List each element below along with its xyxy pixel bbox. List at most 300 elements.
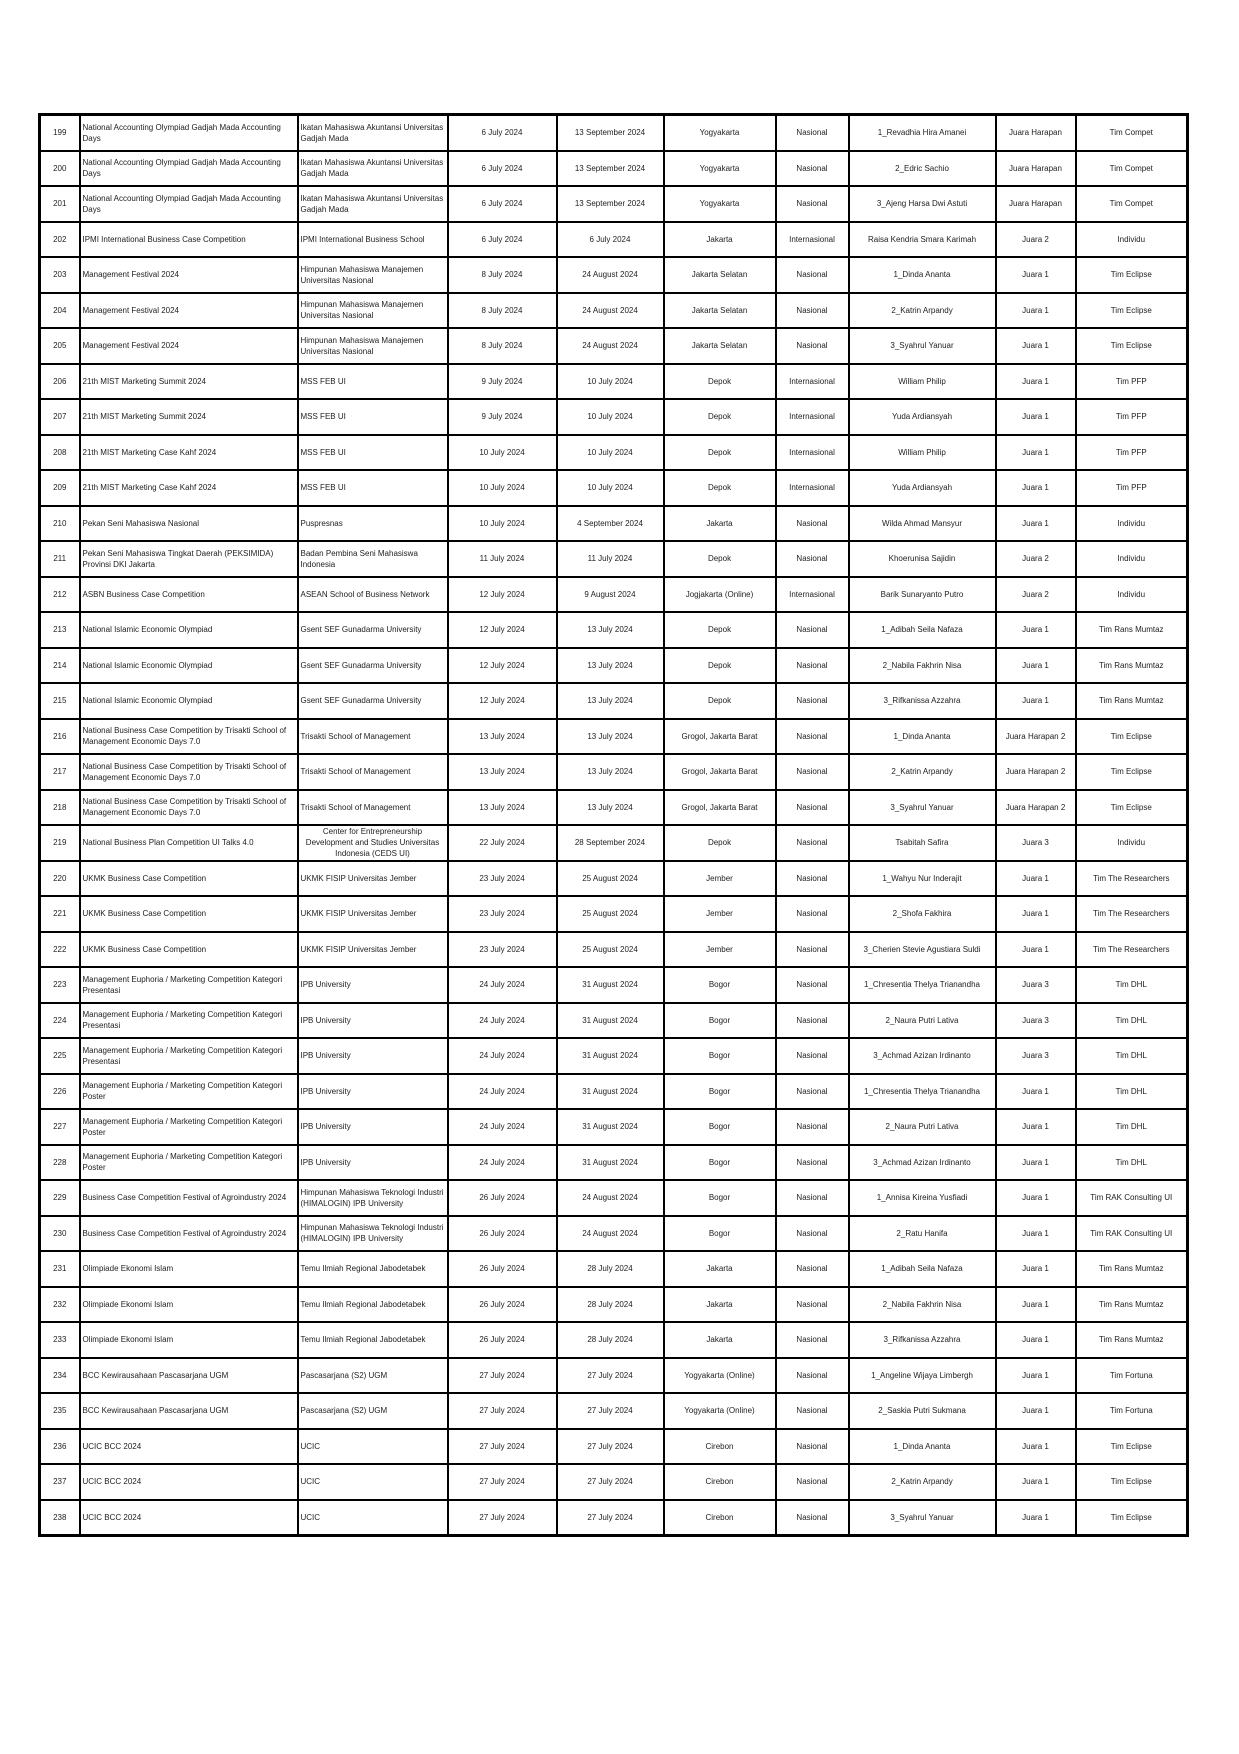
- cell-team: Tim DHL: [1076, 1038, 1188, 1074]
- cell-end-date: 27 July 2024: [557, 1464, 664, 1500]
- cell-end-date: 25 August 2024: [557, 896, 664, 932]
- cell-team: Tim The Researchers: [1076, 932, 1188, 968]
- cell-event-name: National Business Case Competition by Trisakti School of Management Economic Days 7.0: [80, 754, 298, 790]
- cell-team: Tim DHL: [1076, 1003, 1188, 1039]
- cell-start-date: 6 July 2024: [448, 222, 557, 258]
- cell-start-date: 12 July 2024: [448, 612, 557, 648]
- cell-event-name: UCIC BCC 2024: [80, 1500, 298, 1536]
- cell-level: Nasional: [776, 1358, 849, 1394]
- cell-end-date: 27 July 2024: [557, 1393, 664, 1429]
- cell-team: Individu: [1076, 506, 1188, 542]
- cell-participant-name: 2_Ratu Hanifa: [849, 1216, 996, 1252]
- cell-row-number: 203: [40, 257, 80, 293]
- cell-rank: Juara 3: [996, 1038, 1076, 1074]
- cell-organizer: Gsent SEF Gunadarma University: [298, 648, 448, 684]
- cell-row-number: 231: [40, 1251, 80, 1287]
- cell-team: Tim The Researchers: [1076, 861, 1188, 897]
- cell-event-name: National Business Case Competition by Trisakti School of Management Economic Days 7.0: [80, 790, 298, 826]
- cell-team: Tim Eclipse: [1076, 1500, 1188, 1536]
- cell-level: Nasional: [776, 790, 849, 826]
- cell-level: Nasional: [776, 1038, 849, 1074]
- cell-team: Tim RAK Consulting UI: [1076, 1180, 1188, 1216]
- cell-row-number: 206: [40, 364, 80, 400]
- cell-rank: Juara 1: [996, 1180, 1076, 1216]
- table-row: [40, 1180, 1188, 1216]
- cell-participant-name: 1_Chresentia Thelya Trianandha: [849, 967, 996, 1003]
- cell-start-date: 24 July 2024: [448, 1074, 557, 1110]
- cell-participant-name: Yuda Ardiansyah: [849, 399, 996, 435]
- cell-start-date: 8 July 2024: [448, 257, 557, 293]
- cell-level: Nasional: [776, 1251, 849, 1287]
- table-row: [40, 1251, 1188, 1287]
- cell-location: Bogor: [664, 1038, 776, 1074]
- cell-start-date: 6 July 2024: [448, 186, 557, 222]
- cell-rank: Juara 1: [996, 1074, 1076, 1110]
- cell-event-name: 21th MIST Marketing Summit 2024: [80, 364, 298, 400]
- cell-team: Tim Rans Mumtaz: [1076, 1287, 1188, 1323]
- cell-organizer: Trisakti School of Management: [298, 754, 448, 790]
- table-row: [40, 470, 1188, 506]
- cell-rank: Juara 1: [996, 1251, 1076, 1287]
- cell-participant-name: 3_Syahrul Yanuar: [849, 328, 996, 364]
- cell-end-date: 13 July 2024: [557, 612, 664, 648]
- cell-event-name: National Accounting Olympiad Gadjah Mada Accounting Days: [80, 151, 298, 187]
- cell-event-name: Olimpiade Ekonomi Islam: [80, 1322, 298, 1358]
- table-row: [40, 222, 1188, 258]
- cell-team: Tim Fortuna: [1076, 1393, 1188, 1429]
- cell-row-number: 228: [40, 1145, 80, 1181]
- cell-team: Tim RAK Consulting UI: [1076, 1216, 1188, 1252]
- cell-end-date: 31 August 2024: [557, 1145, 664, 1181]
- cell-end-date: 13 July 2024: [557, 719, 664, 755]
- cell-location: Jakarta Selatan: [664, 257, 776, 293]
- cell-event-name: UCIC BCC 2024: [80, 1464, 298, 1500]
- cell-row-number: 207: [40, 399, 80, 435]
- cell-row-number: 216: [40, 719, 80, 755]
- cell-end-date: 13 September 2024: [557, 151, 664, 187]
- cell-level: Nasional: [776, 967, 849, 1003]
- table-row: [40, 967, 1188, 1003]
- cell-end-date: 31 August 2024: [557, 1003, 664, 1039]
- cell-organizer: IPB University: [298, 967, 448, 1003]
- cell-team: Tim Rans Mumtaz: [1076, 1322, 1188, 1358]
- cell-rank: Juara Harapan 2: [996, 754, 1076, 790]
- cell-row-number: 220: [40, 861, 80, 897]
- cell-row-number: 233: [40, 1322, 80, 1358]
- cell-participant-name: Tsabitah Safira: [849, 825, 996, 861]
- cell-organizer: IPMI International Business School: [298, 222, 448, 258]
- cell-end-date: 6 July 2024: [557, 222, 664, 258]
- cell-participant-name: William Philip: [849, 435, 996, 471]
- cell-row-number: 225: [40, 1038, 80, 1074]
- cell-organizer: Gsent SEF Gunadarma University: [298, 612, 448, 648]
- cell-location: Jogjakarta (Online): [664, 577, 776, 613]
- cell-event-name: National Business Plan Competition UI Talks 4.0: [80, 825, 298, 861]
- cell-participant-name: Yuda Ardiansyah: [849, 470, 996, 506]
- table-row: [40, 932, 1188, 968]
- cell-level: Nasional: [776, 1145, 849, 1181]
- cell-organizer: UCIC: [298, 1464, 448, 1500]
- cell-event-name: Management Euphoria / Marketing Competition Kategori Poster: [80, 1074, 298, 1110]
- cell-organizer: IPB University: [298, 1038, 448, 1074]
- cell-start-date: 6 July 2024: [448, 115, 557, 151]
- table-row: [40, 541, 1188, 577]
- cell-rank: Juara 1: [996, 896, 1076, 932]
- cell-participant-name: 2_Naura Putri Lativa: [849, 1003, 996, 1039]
- cell-level: Nasional: [776, 612, 849, 648]
- cell-participant-name: 1_Adibah Seila Nafaza: [849, 1251, 996, 1287]
- cell-location: Grogol, Jakarta Barat: [664, 719, 776, 755]
- cell-row-number: 210: [40, 506, 80, 542]
- cell-level: Nasional: [776, 1074, 849, 1110]
- cell-team: Tim PFP: [1076, 470, 1188, 506]
- cell-organizer: Trisakti School of Management: [298, 790, 448, 826]
- cell-end-date: 24 August 2024: [557, 328, 664, 364]
- cell-row-number: 236: [40, 1429, 80, 1465]
- cell-row-number: 208: [40, 435, 80, 471]
- cell-row-number: 223: [40, 967, 80, 1003]
- cell-row-number: 221: [40, 896, 80, 932]
- table-row: [40, 612, 1188, 648]
- table-row: [40, 648, 1188, 684]
- table-row: [40, 293, 1188, 329]
- cell-participant-name: 2_Nabila Fakhrin Nisa: [849, 648, 996, 684]
- cell-rank: Juara 2: [996, 577, 1076, 613]
- cell-row-number: 204: [40, 293, 80, 329]
- cell-start-date: 27 July 2024: [448, 1358, 557, 1394]
- cell-level: Nasional: [776, 1464, 849, 1500]
- cell-location: Cirebon: [664, 1500, 776, 1536]
- cell-location: Depok: [664, 435, 776, 471]
- cell-event-name: Olimpiade Ekonomi Islam: [80, 1287, 298, 1323]
- cell-organizer: Badan Pembina Seni Mahasiswa Indonesia: [298, 541, 448, 577]
- cell-rank: Juara Harapan: [996, 151, 1076, 187]
- cell-event-name: Management Euphoria / Marketing Competition Kategori Poster: [80, 1109, 298, 1145]
- cell-team: Tim Rans Mumtaz: [1076, 683, 1188, 719]
- cell-start-date: 26 July 2024: [448, 1287, 557, 1323]
- cell-location: Bogor: [664, 1180, 776, 1216]
- table-row: [40, 719, 1188, 755]
- cell-team: Tim DHL: [1076, 967, 1188, 1003]
- cell-level: Nasional: [776, 825, 849, 861]
- cell-event-name: UKMK Business Case Competition: [80, 896, 298, 932]
- table-row: [40, 186, 1188, 222]
- cell-team: Tim Eclipse: [1076, 328, 1188, 364]
- cell-organizer: UCIC: [298, 1500, 448, 1536]
- cell-end-date: 28 July 2024: [557, 1287, 664, 1323]
- cell-location: Jakarta: [664, 1287, 776, 1323]
- cell-participant-name: 3_Rifkanissa Azzahra: [849, 1322, 996, 1358]
- cell-rank: Juara Harapan 2: [996, 790, 1076, 826]
- cell-rank: Juara 3: [996, 1003, 1076, 1039]
- cell-level: Nasional: [776, 1180, 849, 1216]
- cell-start-date: 24 July 2024: [448, 1003, 557, 1039]
- cell-row-number: 199: [40, 115, 80, 151]
- cell-rank: Juara 1: [996, 1500, 1076, 1536]
- cell-team: Tim DHL: [1076, 1074, 1188, 1110]
- cell-event-name: Management Festival 2024: [80, 257, 298, 293]
- cell-start-date: 22 July 2024: [448, 825, 557, 861]
- table-body: [40, 115, 1188, 1536]
- cell-event-name: Management Festival 2024: [80, 293, 298, 329]
- cell-event-name: Pekan Seni Mahasiswa Nasional: [80, 506, 298, 542]
- cell-location: Bogor: [664, 1109, 776, 1145]
- table-row: [40, 790, 1188, 826]
- cell-start-date: 13 July 2024: [448, 754, 557, 790]
- cell-location: Cirebon: [664, 1429, 776, 1465]
- cell-start-date: 27 July 2024: [448, 1500, 557, 1536]
- cell-start-date: 13 July 2024: [448, 790, 557, 826]
- cell-team: Tim Eclipse: [1076, 1429, 1188, 1465]
- cell-participant-name: 2_Katrin Arpandy: [849, 754, 996, 790]
- cell-team: Tim DHL: [1076, 1145, 1188, 1181]
- cell-location: Depok: [664, 683, 776, 719]
- cell-location: Jakarta: [664, 1322, 776, 1358]
- table-row: [40, 399, 1188, 435]
- cell-end-date: 24 August 2024: [557, 1180, 664, 1216]
- cell-start-date: 11 July 2024: [448, 541, 557, 577]
- cell-end-date: 13 July 2024: [557, 648, 664, 684]
- cell-organizer: IPB University: [298, 1074, 448, 1110]
- cell-rank: Juara 1: [996, 1287, 1076, 1323]
- cell-event-name: UCIC BCC 2024: [80, 1429, 298, 1465]
- cell-event-name: UKMK Business Case Competition: [80, 861, 298, 897]
- cell-rank: Juara Harapan: [996, 186, 1076, 222]
- cell-location: Grogol, Jakarta Barat: [664, 790, 776, 826]
- cell-organizer: Pascasarjana (S2) UGM: [298, 1393, 448, 1429]
- cell-end-date: 9 August 2024: [557, 577, 664, 613]
- cell-organizer: Ikatan Mahasiswa Akuntansi Universitas Gadjah Mada: [298, 151, 448, 187]
- cell-organizer: Puspresnas: [298, 506, 448, 542]
- cell-start-date: 27 July 2024: [448, 1429, 557, 1465]
- table-row: [40, 683, 1188, 719]
- cell-organizer: UCIC: [298, 1429, 448, 1465]
- cell-start-date: 27 July 2024: [448, 1393, 557, 1429]
- cell-team: Tim PFP: [1076, 435, 1188, 471]
- cell-rank: Juara 3: [996, 825, 1076, 861]
- cell-event-name: National Accounting Olympiad Gadjah Mada Accounting Days: [80, 186, 298, 222]
- cell-level: Nasional: [776, 1287, 849, 1323]
- cell-end-date: 10 July 2024: [557, 399, 664, 435]
- table-row: [40, 1322, 1188, 1358]
- cell-location: Jakarta Selatan: [664, 328, 776, 364]
- cell-end-date: 31 August 2024: [557, 1038, 664, 1074]
- cell-participant-name: 2_Shofa Fakhira: [849, 896, 996, 932]
- cell-level: Nasional: [776, 115, 849, 151]
- cell-organizer: Temu Ilmiah Regional Jabodetabek: [298, 1322, 448, 1358]
- cell-participant-name: 3_Achmad Azizan Irdinanto: [849, 1038, 996, 1074]
- cell-event-name: 21th MIST Marketing Summit 2024: [80, 399, 298, 435]
- cell-rank: Juara 1: [996, 293, 1076, 329]
- cell-end-date: 24 August 2024: [557, 1216, 664, 1252]
- table-row: [40, 1464, 1188, 1500]
- cell-participant-name: 3_Rifkanissa Azzahra: [849, 683, 996, 719]
- cell-event-name: UKMK Business Case Competition: [80, 932, 298, 968]
- cell-team: Tim Rans Mumtaz: [1076, 1251, 1188, 1287]
- cell-location: Bogor: [664, 967, 776, 1003]
- table-row: [40, 1074, 1188, 1110]
- cell-start-date: 13 July 2024: [448, 719, 557, 755]
- cell-participant-name: 1_Angeline Wijaya Limbergh: [849, 1358, 996, 1394]
- cell-location: Jakarta: [664, 1251, 776, 1287]
- table-row: [40, 506, 1188, 542]
- cell-rank: Juara 1: [996, 1464, 1076, 1500]
- cell-end-date: 25 August 2024: [557, 932, 664, 968]
- cell-participant-name: 2_Katrin Arpandy: [849, 1464, 996, 1500]
- table-row: [40, 861, 1188, 897]
- cell-organizer: Temu Ilmiah Regional Jabodetabek: [298, 1287, 448, 1323]
- cell-rank: Juara Harapan: [996, 115, 1076, 151]
- cell-level: Nasional: [776, 1500, 849, 1536]
- cell-end-date: 28 July 2024: [557, 1322, 664, 1358]
- cell-row-number: 201: [40, 186, 80, 222]
- cell-participant-name: 1_Wahyu Nur Inderajit: [849, 861, 996, 897]
- cell-level: Nasional: [776, 541, 849, 577]
- cell-level: Nasional: [776, 293, 849, 329]
- table-row: [40, 151, 1188, 187]
- cell-rank: Juara 1: [996, 1429, 1076, 1465]
- cell-organizer: MSS FEB UI: [298, 399, 448, 435]
- cell-event-name: Olimpiade Ekonomi Islam: [80, 1251, 298, 1287]
- cell-event-name: 21th MIST Marketing Case Kahf 2024: [80, 435, 298, 471]
- cell-event-name: Management Euphoria / Marketing Competition Kategori Presentasi: [80, 1003, 298, 1039]
- cell-participant-name: Barik Sunaryanto Putro: [849, 577, 996, 613]
- cell-participant-name: 1_Revadhia Hira Amanei: [849, 115, 996, 151]
- cell-start-date: 24 July 2024: [448, 1145, 557, 1181]
- cell-start-date: 26 July 2024: [448, 1216, 557, 1252]
- cell-organizer: Himpunan Mahasiswa Manajemen Universitas Nasional: [298, 328, 448, 364]
- cell-location: Yogyakarta: [664, 115, 776, 151]
- cell-organizer: IPB University: [298, 1109, 448, 1145]
- cell-level: Internasional: [776, 470, 849, 506]
- cell-start-date: 12 July 2024: [448, 648, 557, 684]
- cell-level: Nasional: [776, 257, 849, 293]
- table-row: [40, 1287, 1188, 1323]
- cell-team: Tim The Researchers: [1076, 896, 1188, 932]
- cell-start-date: 24 July 2024: [448, 967, 557, 1003]
- cell-row-number: 235: [40, 1393, 80, 1429]
- table-row: [40, 1393, 1188, 1429]
- cell-organizer: MSS FEB UI: [298, 364, 448, 400]
- cell-event-name: Business Case Competition Festival of Agroindustry 2024: [80, 1216, 298, 1252]
- cell-location: Depok: [664, 364, 776, 400]
- cell-end-date: 24 August 2024: [557, 293, 664, 329]
- cell-end-date: 10 July 2024: [557, 470, 664, 506]
- cell-event-name: Business Case Competition Festival of Agroindustry 2024: [80, 1180, 298, 1216]
- cell-level: Nasional: [776, 683, 849, 719]
- cell-location: Depok: [664, 648, 776, 684]
- cell-organizer: UKMK FISIP Universitas Jember: [298, 861, 448, 897]
- cell-level: Nasional: [776, 648, 849, 684]
- cell-location: Cirebon: [664, 1464, 776, 1500]
- cell-rank: Juara 1: [996, 364, 1076, 400]
- cell-participant-name: 3_Ajeng Harsa Dwi Astuti: [849, 186, 996, 222]
- cell-event-name: BCC Kewirausahaan Pascasarjana UGM: [80, 1358, 298, 1394]
- cell-location: Depok: [664, 470, 776, 506]
- cell-participant-name: 3_Achmad Azizan Irdinanto: [849, 1145, 996, 1181]
- cell-participant-name: 1_Dinda Ananta: [849, 257, 996, 293]
- cell-row-number: 226: [40, 1074, 80, 1110]
- cell-row-number: 217: [40, 754, 80, 790]
- cell-level: Internasional: [776, 399, 849, 435]
- cell-row-number: 238: [40, 1500, 80, 1536]
- cell-row-number: 227: [40, 1109, 80, 1145]
- cell-rank: Juara 1: [996, 932, 1076, 968]
- cell-start-date: 26 July 2024: [448, 1322, 557, 1358]
- cell-participant-name: 1_Adibah Seila Nafaza: [849, 612, 996, 648]
- cell-organizer: Ikatan Mahasiswa Akuntansi Universitas Gadjah Mada: [298, 115, 448, 151]
- cell-start-date: 23 July 2024: [448, 896, 557, 932]
- cell-start-date: 10 July 2024: [448, 506, 557, 542]
- cell-rank: Juara 1: [996, 648, 1076, 684]
- cell-location: Depok: [664, 825, 776, 861]
- cell-participant-name: Raisa Kendria Smara Karimah: [849, 222, 996, 258]
- cell-team: Tim Eclipse: [1076, 1464, 1188, 1500]
- cell-level: Nasional: [776, 1109, 849, 1145]
- cell-end-date: 13 July 2024: [557, 683, 664, 719]
- cell-location: Bogor: [664, 1003, 776, 1039]
- cell-organizer: Himpunan Mahasiswa Teknologi Industri (HIMALOGIN) IPB University: [298, 1180, 448, 1216]
- table-row: [40, 115, 1188, 151]
- cell-row-number: 212: [40, 577, 80, 613]
- table-row: [40, 364, 1188, 400]
- cell-start-date: 8 July 2024: [448, 293, 557, 329]
- cell-row-number: 232: [40, 1287, 80, 1323]
- cell-level: Nasional: [776, 896, 849, 932]
- cell-start-date: 24 July 2024: [448, 1038, 557, 1074]
- cell-participant-name: 1_Annisa Kireina Yusfiadi: [849, 1180, 996, 1216]
- cell-start-date: 8 July 2024: [448, 328, 557, 364]
- cell-event-name: National Accounting Olympiad Gadjah Mada Accounting Days: [80, 115, 298, 151]
- cell-location: Jakarta: [664, 222, 776, 258]
- cell-level: Nasional: [776, 719, 849, 755]
- table-row: [40, 896, 1188, 932]
- cell-organizer: Himpunan Mahasiswa Manajemen Universitas Nasional: [298, 257, 448, 293]
- cell-row-number: 202: [40, 222, 80, 258]
- cell-end-date: 11 July 2024: [557, 541, 664, 577]
- cell-team: Individu: [1076, 222, 1188, 258]
- cell-rank: Juara 1: [996, 257, 1076, 293]
- cell-end-date: 31 August 2024: [557, 1109, 664, 1145]
- cell-participant-name: Khoerunisa Sajidin: [849, 541, 996, 577]
- cell-row-number: 215: [40, 683, 80, 719]
- cell-organizer: UKMK FISIP Universitas Jember: [298, 932, 448, 968]
- table-row: [40, 1145, 1188, 1181]
- cell-rank: Juara 1: [996, 1145, 1076, 1181]
- cell-event-name: BCC Kewirausahaan Pascasarjana UGM: [80, 1393, 298, 1429]
- cell-level: Nasional: [776, 861, 849, 897]
- cell-event-name: Management Festival 2024: [80, 328, 298, 364]
- cell-rank: Juara 1: [996, 470, 1076, 506]
- cell-row-number: 205: [40, 328, 80, 364]
- cell-level: Nasional: [776, 151, 849, 187]
- cell-row-number: 211: [40, 541, 80, 577]
- cell-participant-name: 1_Dinda Ananta: [849, 719, 996, 755]
- cell-location: Jakarta: [664, 506, 776, 542]
- cell-event-name: National Islamic Economic Olympiad: [80, 683, 298, 719]
- cell-end-date: 31 August 2024: [557, 1074, 664, 1110]
- table-row: [40, 1003, 1188, 1039]
- cell-level: Nasional: [776, 1003, 849, 1039]
- cell-event-name: Management Euphoria / Marketing Competition Kategori Presentasi: [80, 967, 298, 1003]
- cell-level: Internasional: [776, 435, 849, 471]
- cell-start-date: 23 July 2024: [448, 861, 557, 897]
- cell-row-number: 237: [40, 1464, 80, 1500]
- cell-participant-name: 2_Katrin Arpandy: [849, 293, 996, 329]
- cell-level: Nasional: [776, 1216, 849, 1252]
- cell-row-number: 234: [40, 1358, 80, 1394]
- cell-row-number: 230: [40, 1216, 80, 1252]
